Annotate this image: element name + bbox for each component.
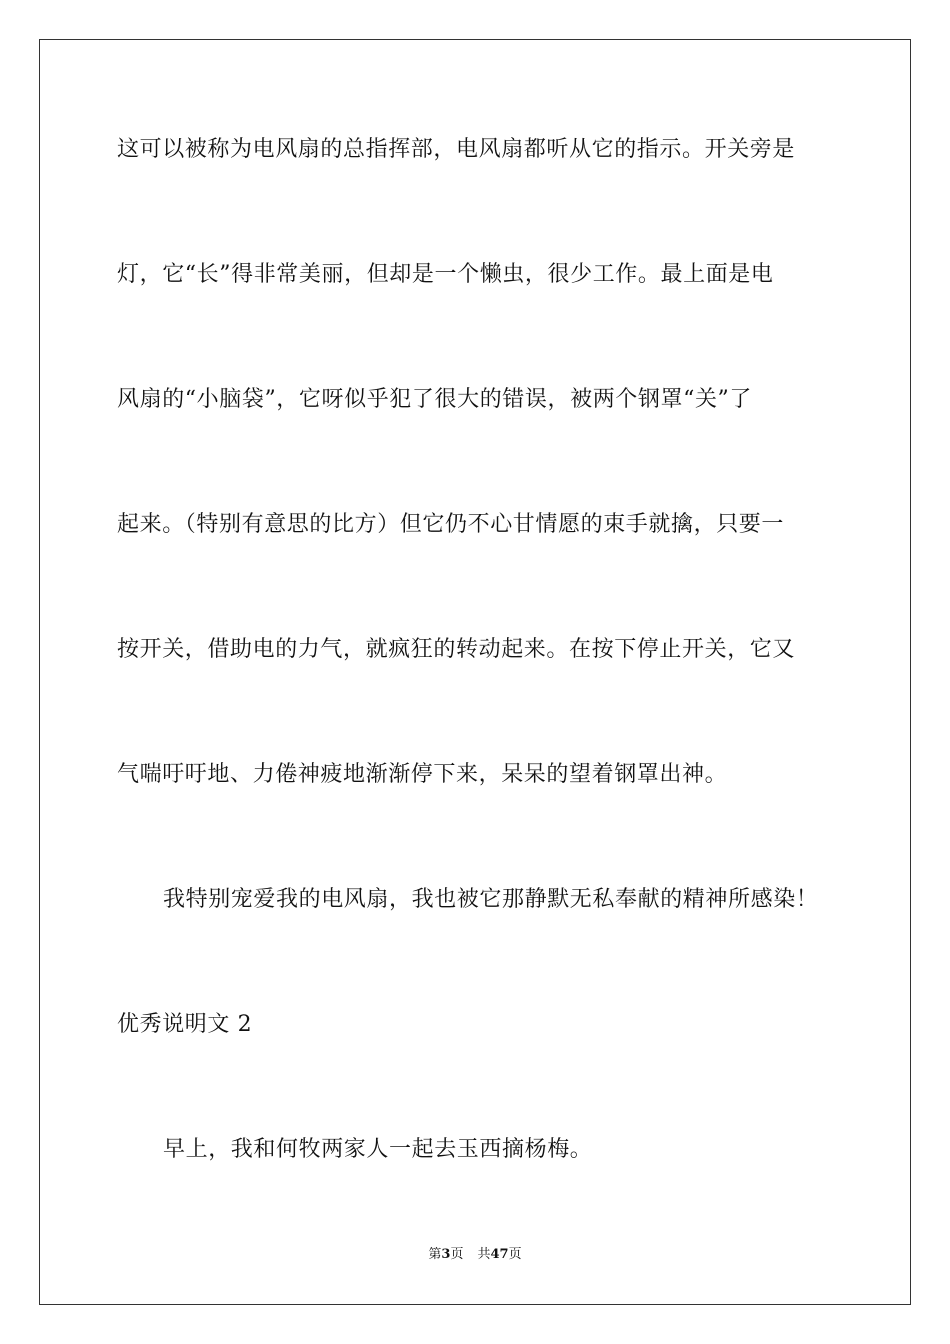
- total-suffix: 页: [508, 1247, 522, 1262]
- paragraph-line-2: 灯，它“长”得非常美丽，但却是一个懒虫，很少工作。最上面是电: [117, 262, 774, 287]
- page-suffix: 页: [450, 1247, 464, 1262]
- page-prefix: 第: [428, 1247, 442, 1262]
- page-border: [39, 39, 911, 1305]
- page-number: 3: [441, 1247, 451, 1262]
- paragraph-line-5: 按开关，借助电的力气，就疯狂的转动起来。在按下停止开关，它又: [117, 637, 796, 662]
- paragraph-line-4: 起来。（特别有意思的比方）但它仍不心甘情愿的束手就擒，只要一: [117, 512, 785, 537]
- section-heading: 优秀说明文 2: [117, 1012, 253, 1037]
- paragraph-line-7: 我特别宠爱我的电风扇，我也被它那静默无私奉献的精神所感染！: [163, 887, 819, 912]
- paragraph-line-6: 气喘吁吁地、力倦神疲地渐渐停下来，呆呆的望着钢罩出神。: [117, 762, 728, 787]
- paragraph-line-3: 风扇的“小脑袋”，它呀似乎犯了很大的错误，被两个钢罩“关”了: [117, 387, 752, 412]
- total-prefix: 共: [477, 1247, 491, 1262]
- page-footer: [0, 1246, 950, 1264]
- paragraph-line-9: 早上，我和何牧两家人一起去玉西摘杨梅。: [163, 1137, 593, 1162]
- total-pages: 47: [490, 1247, 509, 1262]
- paragraph-line-1: 这可以被称为电风扇的总指挥部，电风扇都听从它的指示。开关旁是: [117, 137, 796, 162]
